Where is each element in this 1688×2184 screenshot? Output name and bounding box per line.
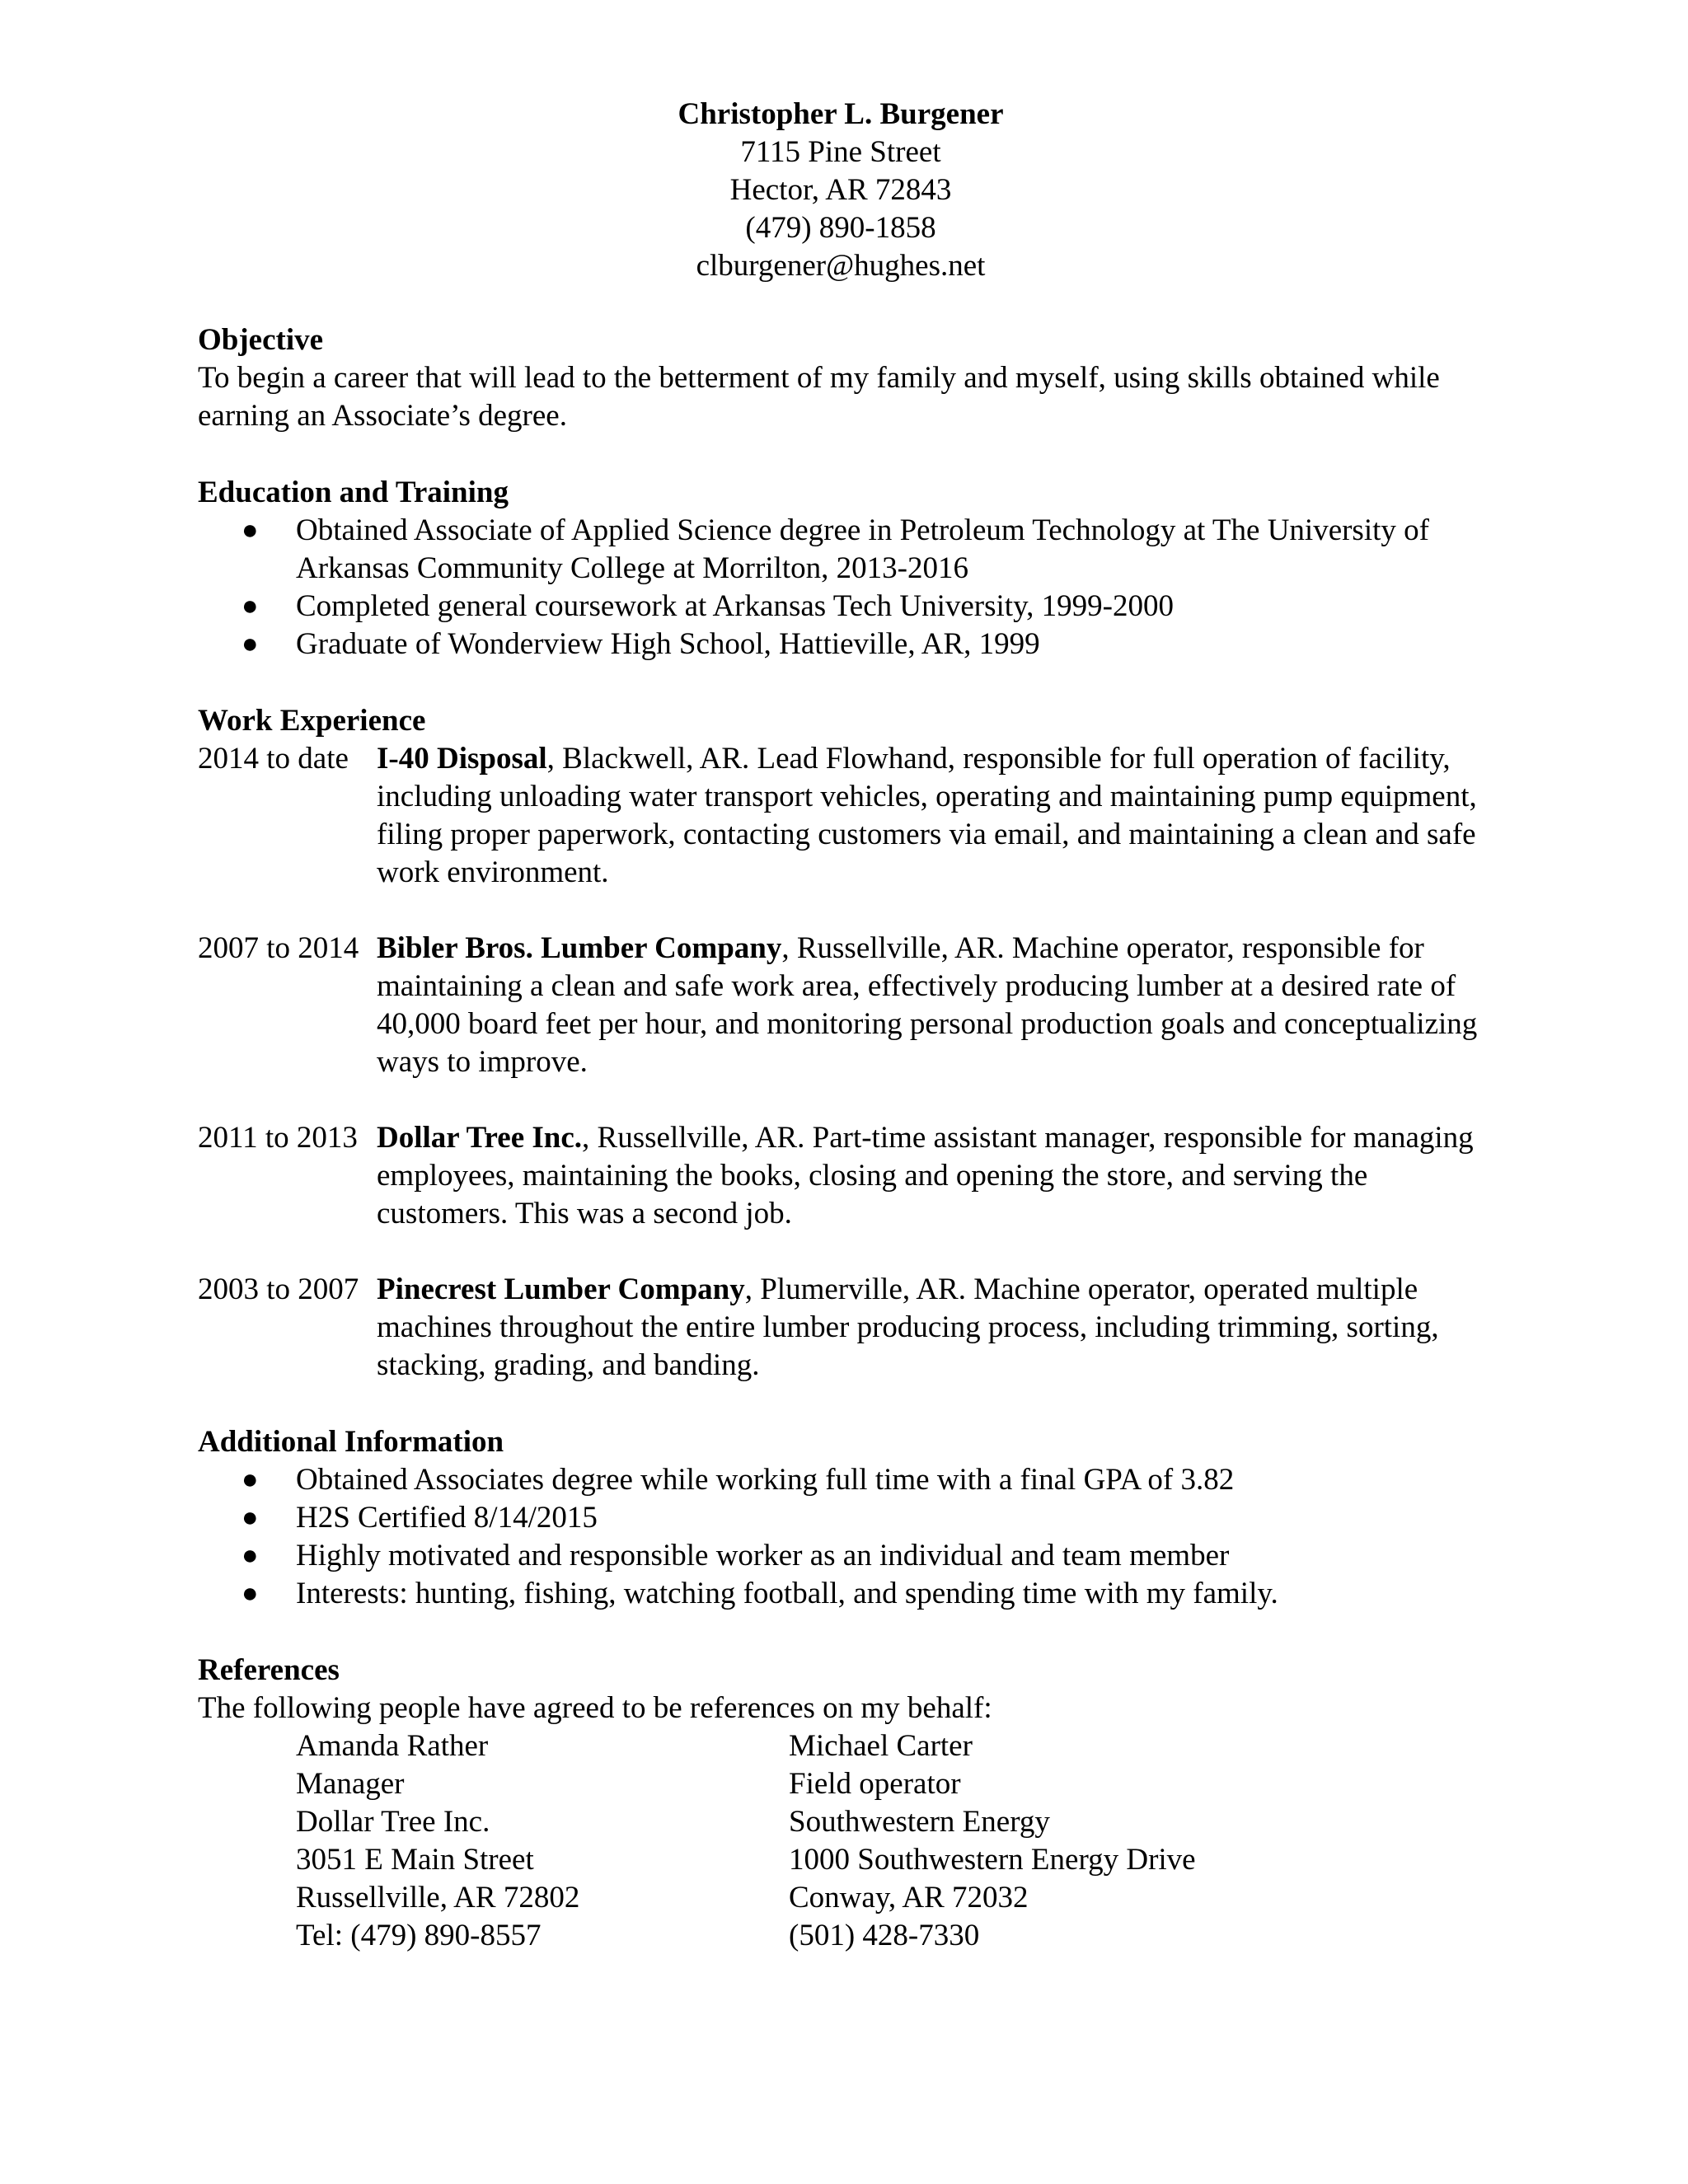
job-entry <box>198 930 1484 1081</box>
reference-card <box>296 1727 579 1955</box>
reference-city: Conway, AR 72032 <box>789 1881 1029 1915</box>
bullet-icon: ● <box>241 1465 259 1495</box>
education-section <box>198 474 1484 663</box>
list-item-text: Obtained Associate of Applied Science degree in Petroleum Technology at The University of Arkansas Community College at Morrilton, 2013-2016 <box>296 513 1429 585</box>
reference-company: Southwestern Energy <box>789 1805 1050 1839</box>
bullet-icon: ● <box>241 1502 259 1533</box>
job-dates: 2003 to 2007 <box>198 1272 359 1306</box>
section-title: References <box>198 1653 340 1687</box>
section-title: Education and Training <box>198 476 509 509</box>
list-item <box>198 1575 1484 1613</box>
bullet-icon: ● <box>241 591 259 621</box>
section-title: Additional Information <box>198 1425 504 1459</box>
job-dates: 2014 to date <box>198 742 349 776</box>
address-street: 7115 Pine Street <box>740 135 941 169</box>
objective-text: To begin a career that will lead to the betterment of my family and myself, using skills obtained while earning an Associate’s degree. <box>198 361 1440 433</box>
list-item <box>198 588 1484 626</box>
job-dates: 2007 to 2014 <box>198 931 359 965</box>
bullet-icon: ● <box>241 1578 259 1609</box>
list-item-text: Interests: hunting, fishing, watching football, and spending time with my family. <box>296 1577 1278 1610</box>
job-company: Dollar Tree Inc. <box>377 1121 583 1155</box>
list-item <box>198 512 1484 588</box>
bullet-icon: ● <box>241 515 259 546</box>
list-item-text: Completed general coursework at Arkansas Tech University, 1999-2000 <box>296 589 1174 623</box>
reference-phone: (501) 428-7330 <box>789 1919 980 1952</box>
email-address: clburgener@hughes.net <box>696 249 986 283</box>
list-item <box>198 626 1484 663</box>
job-company: I-40 Disposal <box>377 742 547 776</box>
list-item-text: H2S Certified 8/14/2015 <box>296 1501 598 1535</box>
reference-name: Amanda Rather <box>296 1729 489 1763</box>
list-item <box>198 1537 1484 1575</box>
reference-street: 1000 Southwestern Energy Drive <box>789 1843 1196 1877</box>
additional-list <box>198 1461 1484 1613</box>
reference-city: Russellville, AR 72802 <box>296 1881 580 1915</box>
reference-title: Field operator <box>789 1767 961 1801</box>
additional-section <box>198 1423 1484 1613</box>
applicant-name: Christopher L. Burgener <box>678 97 1004 131</box>
job-description: , Blackwell, AR. Lead Flowhand, responsible for full operation of facility, including unloading water transport vehicles, operating and maintaining pump equipment, filing proper paperwork, contacting customers via email, and maintaining a clean and safe work environment. <box>377 742 1477 889</box>
reference-name: Michael Carter <box>789 1729 973 1763</box>
job-company: Bibler Bros. Lumber Company <box>377 931 782 965</box>
job-description: , Plumerville, AR. Machine operator, operated multiple machines throughout the entire lumber producing process, including trimming, sorting, stacking, grading, and banding. <box>377 1272 1439 1382</box>
reference-phone: Tel: (479) 890-8557 <box>296 1919 542 1952</box>
reference-street: 3051 E Main Street <box>296 1843 534 1877</box>
section-title: Objective <box>198 323 324 357</box>
list-item-text: Graduate of Wonderview High School, Hattieville, AR, 1999 <box>296 627 1040 661</box>
reference-company: Dollar Tree Inc. <box>296 1805 490 1839</box>
job-entry <box>198 1271 1484 1385</box>
bullet-icon: ● <box>241 1540 259 1571</box>
reference-card <box>789 1727 1196 1955</box>
job-dates: 2011 to 2013 <box>198 1121 358 1155</box>
references-intro: The following people have agreed to be references on my behalf: <box>198 1691 992 1725</box>
contact-header <box>198 96 1484 285</box>
job-company: Pinecrest Lumber Company <box>377 1272 745 1306</box>
list-item <box>198 1461 1484 1499</box>
phone-number: (479) 890-1858 <box>745 211 936 245</box>
list-item <box>198 1499 1484 1537</box>
work-section <box>198 702 1484 1385</box>
job-entry <box>198 740 1484 892</box>
education-list <box>198 512 1484 663</box>
list-item-text: Highly motivated and responsible worker as an individual and team member <box>296 1539 1230 1572</box>
resume-page <box>198 96 1484 1994</box>
job-description: , Russellville, AR. Machine operator, responsible for maintaining a clean and safe work area, effectively producing lumber at a desired rate of 40,000 board feet per hour, and monitoring personal production goals and conceptualizing ways to improve. <box>377 931 1478 1079</box>
references-columns <box>198 1727 1484 1955</box>
list-item-text: Obtained Associates degree while working full time with a final GPA of 3.82 <box>296 1463 1235 1497</box>
reference-title: Manager <box>296 1767 405 1801</box>
bullet-icon: ● <box>241 629 259 659</box>
objective-section <box>198 321 1484 435</box>
references-section <box>198 1652 1484 1955</box>
job-description: , Russellville, AR. Part-time assistant manager, responsible for managing employees, maintaining the books, closing and opening the store, and serving the customers. This was a second job. <box>377 1121 1474 1230</box>
address-city: Hector, AR 72843 <box>729 173 952 207</box>
section-title: Work Experience <box>198 704 426 738</box>
job-entry <box>198 1119 1484 1233</box>
